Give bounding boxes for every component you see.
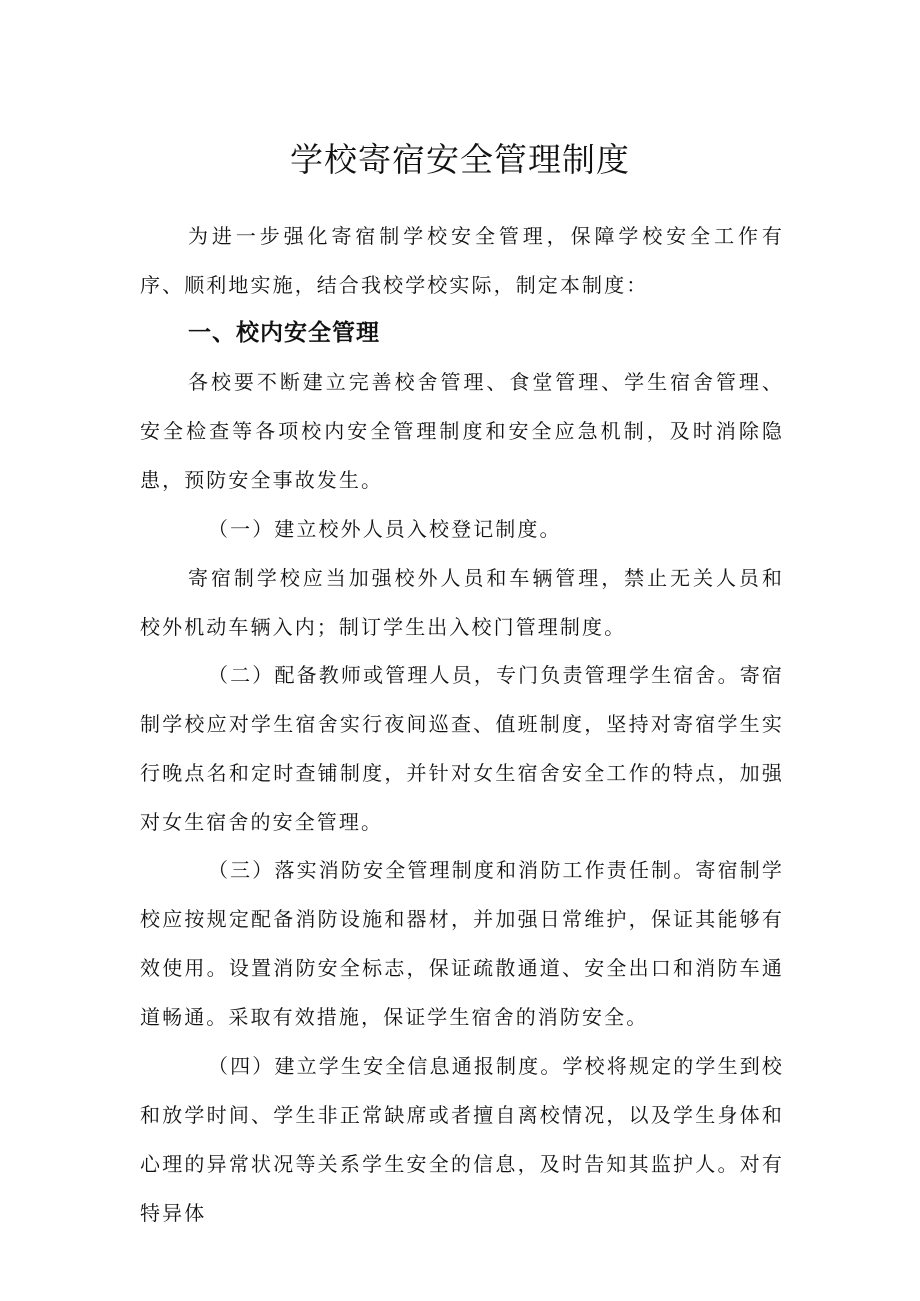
item-2-paragraph: （二）配备教师或管理人员，专门负责管理学生宿舍。寄宿制学校应对学生宿舍实行夜间巡查、值班制度，坚持对寄宿学生实行晚点名和定时查铺制度，并针对女生宿舍安全工作的特点，加强对女生宿舍的安全管理。: [140, 663, 784, 834]
item-3-paragraph: （三）落实消防安全管理制度和消防工作责任制。寄宿制学校应按规定配备消防设施和器材，并加强日常维护，保证其能够有效使用。设置消防安全标志，保证疏散通道、安全出口和消防车通道畅通。采取有效措施，保证学生宿舍的消防安全。: [140, 858, 784, 1029]
item-1-paragraph: 寄宿制学校应当加强校外人员和车辆管理，禁止无关人员和校外机动车辆入内；制订学生出入校门管理制度。: [140, 566, 784, 639]
intro-paragraph: 为进一步强化寄宿制学校安全管理，保障学校安全工作有序、顺利地实施，结合我校学校实际，制定本制度：: [140, 224, 784, 297]
section-heading: 一、校内安全管理: [188, 320, 380, 346]
section-paragraph: 各校要不断建立完善校舍管理、食堂管理、学生宿舍管理、安全检查等各项校内安全管理制度和安全应急机制，及时消除隐患，预防安全事故发生。: [140, 370, 784, 492]
item-4-paragraph: （四）建立学生安全信息通报制度。学校将规定的学生到校和放学时间、学生非正常缺席或者擅自离校情况，以及学生身体和心理的异常状况等关系学生安全的信息，及时告知其监护人。对有特异体: [140, 1054, 784, 1225]
item-1-heading: （一）建立校外人员入校登记制度。: [208, 517, 562, 541]
document-title: 学校寄宿安全管理制度: [290, 140, 630, 179]
